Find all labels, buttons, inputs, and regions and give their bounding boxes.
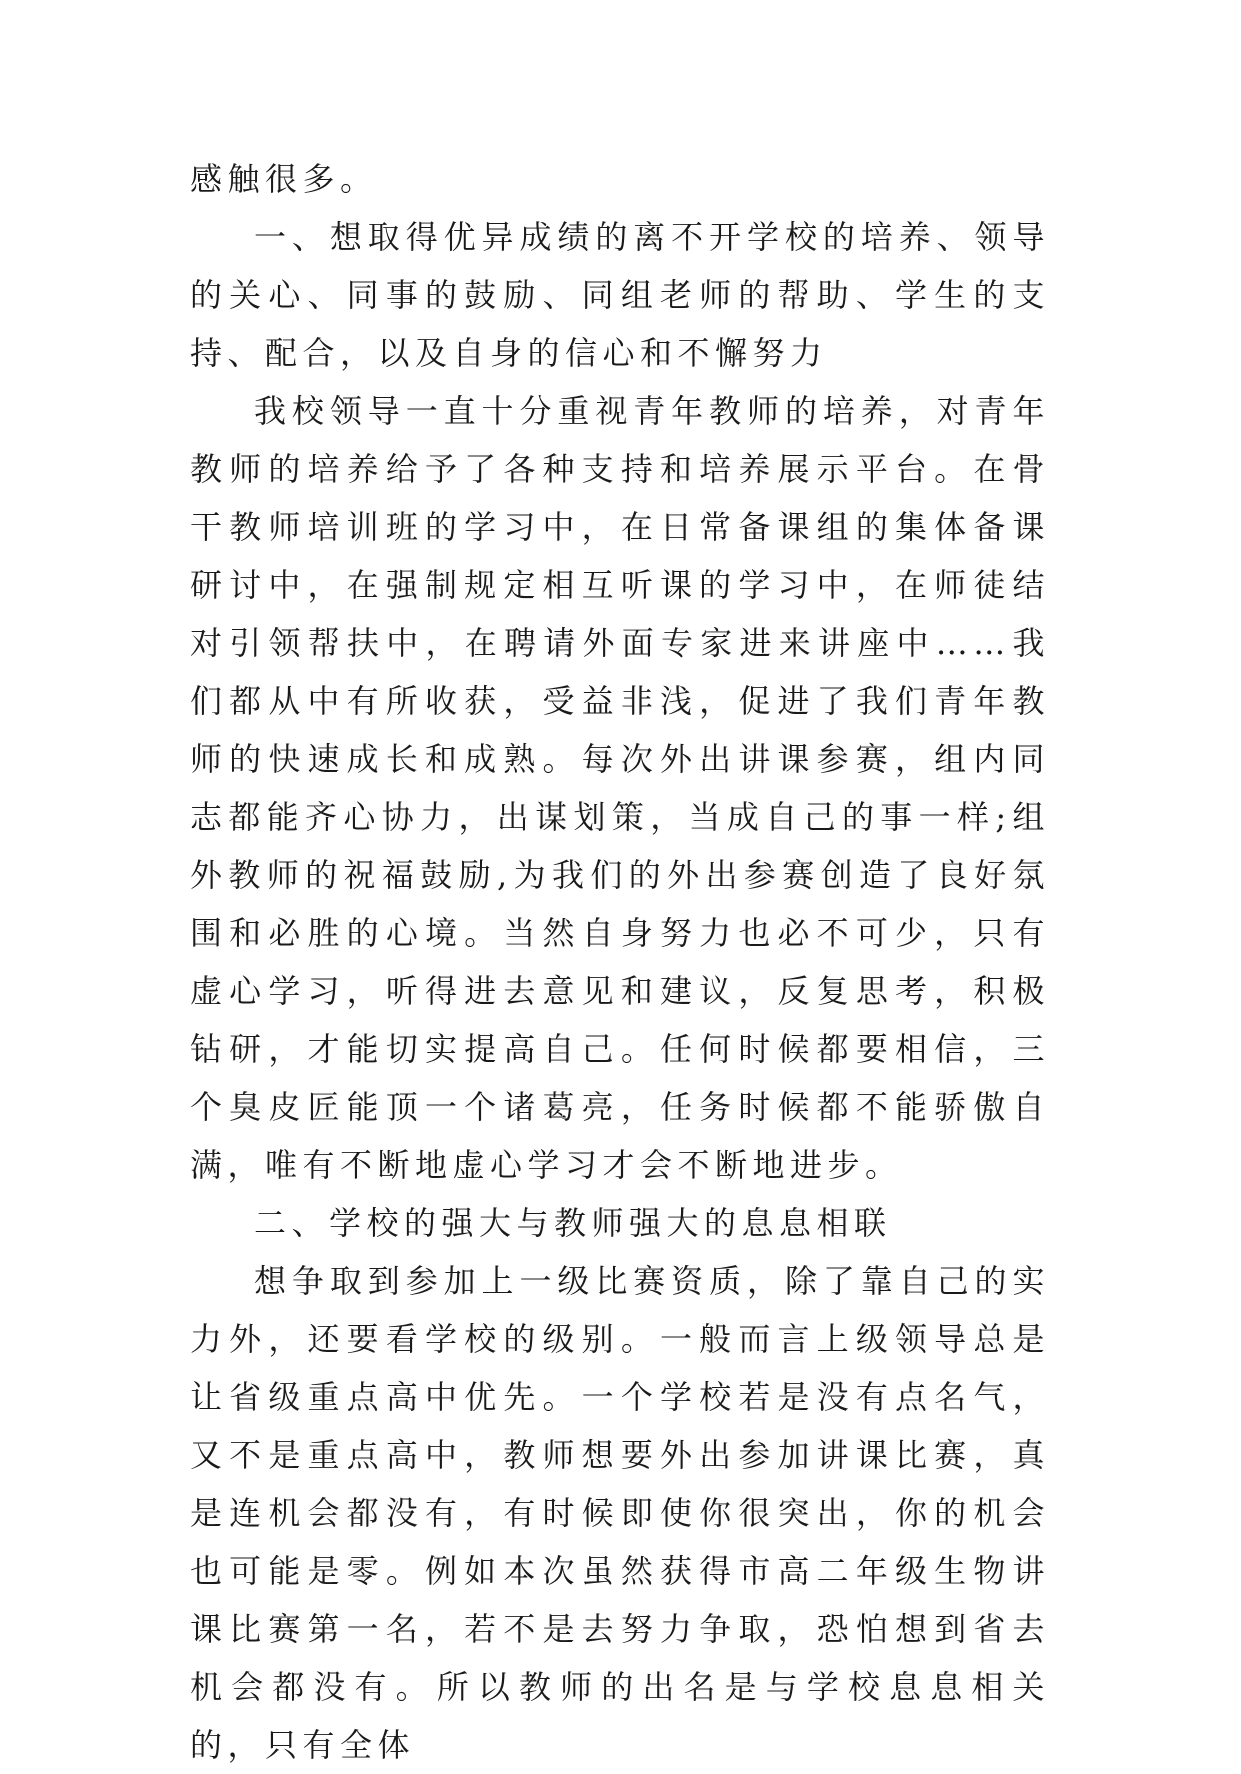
section-heading-one: 一、想取得优异成绩的离不开学校的培养、领导的关心、同事的鼓励、同组老师的帮助、学生的支持、配合，以及自身的信心和不懈努力	[190, 218, 1050, 372]
paragraph-continuation: 感触很多。	[190, 160, 378, 198]
paragraph-school-level: 想争取到参加上一级比赛资质，除了靠自己的实力外，还要看学校的级别。一般而言上级领导总是让省级重点高中优先。一个学校若是没有点名气，又不是重点高中，教师想要外出参加讲课比赛，真是连机会都没有，有时候即使你很突出，你的机会也可能是零。例如本次虽然获得市高二年级生物讲课比赛第一名，若不是去努力争取，恐怕想到省去机会都没有。所以教师的出名是与学校息息相关的，只有全体	[190, 1262, 1050, 1764]
document-body	[190, 150, 1050, 1774]
paragraph-leadership-support: 我校领导一直十分重视青年教师的培养，对青年教师的培养给予了各种支持和培养展示平台。在骨干教师培训班的学习中，在日常备课组的集体备课研讨中，在强制规定相互听课的学习中，在师徒结对引领帮扶中，在聘请外面专家进来讲座中……我们都从中有所收获，受益非浅，促进了我们青年教师的快速成长和成熟。每次外出讲课参赛，组内同志都能齐心协力，出谋划策，当成自己的事一样;组外教师的祝福鼓励,为我们的外出参赛创造了良好氛围和必胜的心境。当然自身努力也必不可少，只有虚心学习，听得进去意见和建议，反复思考，积极钻研，才能切实提高自己。任何时候都要相信，三个臭皮匠能顶一个诸葛亮，任务时候都不能骄傲自满，唯有不断地虚心学习才会不断地进步。	[190, 392, 1050, 1184]
section-heading-two: 二、学校的强大与教师强大的息息相联	[254, 1204, 892, 1242]
